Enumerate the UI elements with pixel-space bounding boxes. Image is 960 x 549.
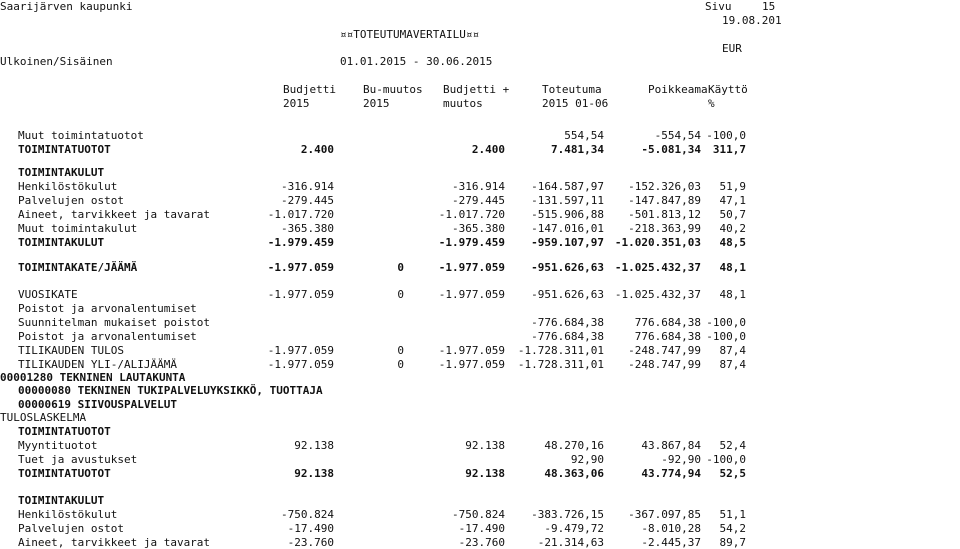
cell-actual: -9.479,72 (544, 522, 604, 535)
page-number: 15 (762, 0, 776, 13)
cell-deviation: -367.097,85 (628, 508, 701, 521)
cell-usage-percent: 48,5 (719, 236, 746, 249)
cell-budget: 92.138 (294, 467, 334, 480)
row-label: Henkilöstökulut (18, 508, 118, 521)
col-budget-total-subheader: muutos (443, 97, 483, 110)
cell-actual: -147.016,01 (531, 222, 604, 235)
row-label: Aineet, tarvikkeet ja tavarat (18, 208, 211, 221)
cell-actual: -515.906,88 (531, 208, 604, 221)
cell-budget-total: 92.138 (465, 467, 505, 480)
cell-budget: 92.138 (294, 439, 334, 452)
cell-budget-total: -17.490 (458, 522, 505, 535)
cell-budget-total: -365.380 (452, 222, 505, 235)
row-label: Poistot ja arvonalentumiset (18, 330, 197, 343)
cell-deviation: 43.774,94 (641, 467, 701, 480)
row-label: TOIMINTAKULUT (18, 166, 105, 179)
cell-actual: 554,54 (564, 129, 604, 142)
page-label: Sivu (705, 0, 732, 13)
cell-deviation: 43.867,84 (641, 439, 701, 452)
row-label: Suunnitelman mukaiset poistot (18, 316, 211, 329)
row-label: Tuet ja avustukset (18, 453, 138, 466)
cell-usage-percent: 89,7 (719, 536, 746, 549)
cell-deviation: -92,90 (661, 453, 701, 466)
row-label: Palvelujen ostot (18, 522, 124, 535)
cell-usage-percent: 54,2 (719, 522, 746, 535)
row-label: TOIMINTATUOTOT (18, 467, 111, 480)
cell-deviation: -152.326,03 (628, 180, 701, 193)
cell-actual: -383.726,15 (531, 508, 604, 521)
cell-budget: -1.977.059 (267, 288, 334, 301)
cell-usage-percent: 48,1 (719, 288, 746, 301)
cell-budget: -750.824 (281, 508, 334, 521)
scope-label: Ulkoinen/Sisäinen (0, 55, 113, 68)
cell-budget-total: -750.824 (452, 508, 505, 521)
cell-usage-percent: 50,7 (719, 208, 746, 221)
cell-deviation: 776.684,38 (634, 316, 701, 329)
cell-usage-percent: 51,9 (719, 180, 746, 193)
cell-deviation: -1.025.432,37 (614, 261, 701, 274)
cell-usage-percent: 48,1 (719, 261, 746, 274)
cell-budget: -279.445 (281, 194, 334, 207)
cell-budget-change: 0 (397, 261, 404, 274)
col-budget-change-subheader: 2015 (363, 97, 390, 110)
cell-budget-total: -1.977.059 (438, 358, 505, 371)
row-label: VUOSIKATE (18, 288, 78, 301)
cell-actual: -1.728.311,01 (517, 344, 604, 357)
row-label: Muut toimintakulut (18, 222, 138, 235)
cell-deviation: -5.081,34 (641, 143, 701, 156)
cell-actual: -776.684,38 (531, 316, 604, 329)
cell-budget-total: -1.977.059 (438, 288, 505, 301)
cell-deviation: -1.025.432,37 (614, 288, 701, 301)
row-label: TILIKAUDEN YLI-/ALIJÄÄMÄ (18, 358, 177, 371)
cell-actual: -131.597,11 (531, 194, 604, 207)
cell-budget-change: 0 (397, 288, 404, 301)
col-usage-header: Käyttö (708, 83, 748, 96)
cell-usage-percent: 47,1 (719, 194, 746, 207)
cell-deviation: 776.684,38 (634, 330, 701, 343)
cell-budget: 2.400 (300, 143, 334, 156)
cell-actual: -21.314,63 (537, 536, 604, 549)
row-label: Palvelujen ostot (18, 194, 124, 207)
cell-actual: 92,90 (570, 453, 604, 466)
cell-deviation: -1.020.351,03 (614, 236, 701, 249)
cell-deviation: -8.010,28 (641, 522, 701, 535)
row-label: Aineet, tarvikkeet ja tavarat (18, 536, 211, 549)
cell-actual: -1.728.311,01 (517, 358, 604, 371)
cell-deviation: -2.445,37 (641, 536, 701, 549)
cell-deviation: -248.747,99 (628, 358, 701, 371)
cell-actual: -164.587,97 (531, 180, 604, 193)
report-date: 19.08.201 (722, 14, 782, 27)
cell-budget-total: -279.445 (452, 194, 505, 207)
cell-budget-total: -1.017.720 (438, 208, 505, 221)
cell-deviation: -501.813,12 (628, 208, 701, 221)
cell-budget: -316.914 (281, 180, 334, 193)
cell-budget: -365.380 (281, 222, 334, 235)
cell-budget-total: -1.977.059 (438, 344, 505, 357)
cell-budget-change: 0 (397, 344, 404, 357)
cell-actual: 7.481,34 (551, 143, 604, 156)
cell-budget: -1.977.059 (267, 261, 334, 274)
cell-deviation: -554,54 (654, 129, 701, 142)
organization-name: Saarijärven kaupunki (0, 0, 133, 13)
cell-usage-percent: 52,5 (719, 467, 746, 480)
cell-budget-total: -1.977.059 (438, 261, 505, 274)
row-label: Myyntituotot (18, 439, 98, 452)
col-budget-total-header: Budjetti + (443, 83, 510, 96)
cell-budget-total: -1.979.459 (438, 236, 505, 249)
row-label: TOIMINTAKULUT (18, 236, 105, 249)
cell-actual: -959.107,97 (531, 236, 604, 249)
row-label: TULOSLASKELMA (0, 411, 87, 424)
cell-budget: -1.977.059 (267, 358, 334, 371)
cell-usage-percent: 51,1 (719, 508, 746, 521)
cell-actual: -951.626,63 (531, 288, 604, 301)
cell-budget: -1.017.720 (267, 208, 334, 221)
period-label: 01.01.2015 - 30.06.2015 (340, 55, 493, 68)
row-label: 00000080 TEKNINEN TUKIPALVELUYKSIKKÖ, TUOTTAJA (18, 384, 323, 397)
row-label: Poistot ja arvonalentumiset (18, 302, 197, 315)
col-budget-header: Budjetti (283, 83, 336, 96)
row-label: TILIKAUDEN TULOS (18, 344, 124, 357)
currency-label: EUR (722, 42, 742, 55)
row-label: TOIMINTAKULUT (18, 494, 105, 507)
col-actual-header: Toteutuma (542, 83, 602, 96)
col-usage-subheader: % (708, 97, 715, 110)
row-label: Muut toimintatuotot (18, 129, 144, 142)
cell-usage-percent: -100,0 (706, 129, 746, 142)
cell-budget: -1.979.459 (267, 236, 334, 249)
cell-budget-change: 0 (397, 358, 404, 371)
cell-usage-percent: -100,0 (706, 316, 746, 329)
row-label: TOIMINTATUOTOT (18, 143, 111, 156)
row-label: 00001280 TEKNINEN LAUTAKUNTA (0, 371, 186, 384)
cell-actual: 48.270,16 (544, 439, 604, 452)
report-title: ¤¤TOTEUTUMAVERTAILU¤¤ (340, 28, 480, 41)
col-budget-subheader: 2015 (283, 97, 310, 110)
cell-usage-percent: 311,7 (712, 143, 746, 156)
cell-actual: -776.684,38 (531, 330, 604, 343)
cell-usage-percent: 52,4 (719, 439, 746, 452)
cell-usage-percent: 40,2 (719, 222, 746, 235)
row-label: TOIMINTAKATE/JÄÄMÄ (18, 261, 138, 274)
row-label: TOIMINTATUOTOT (18, 425, 111, 438)
cell-budget: -17.490 (287, 522, 334, 535)
cell-budget: -1.977.059 (267, 344, 334, 357)
col-budget-change-header: Bu-muutos (363, 83, 423, 96)
cell-budget: -23.760 (287, 536, 334, 549)
row-label: Henkilöstökulut (18, 180, 118, 193)
col-deviation-header: Poikkeama (648, 83, 708, 96)
row-label: 00000619 SIIVOUSPALVELUT (18, 398, 177, 411)
cell-actual: 48.363,06 (544, 467, 604, 480)
cell-actual: -951.626,63 (531, 261, 604, 274)
cell-usage-percent: -100,0 (706, 453, 746, 466)
cell-usage-percent: -100,0 (706, 330, 746, 343)
cell-budget-total: -316.914 (452, 180, 505, 193)
cell-budget-total: 2.400 (471, 143, 505, 156)
cell-budget-total: 92.138 (465, 439, 505, 452)
cell-deviation: -218.363,99 (628, 222, 701, 235)
col-actual-subheader: 2015 01-06 (542, 97, 609, 110)
cell-budget-total: -23.760 (458, 536, 505, 549)
cell-usage-percent: 87,4 (719, 344, 746, 357)
cell-deviation: -147.847,89 (628, 194, 701, 207)
cell-usage-percent: 87,4 (719, 358, 746, 371)
cell-deviation: -248.747,99 (628, 344, 701, 357)
